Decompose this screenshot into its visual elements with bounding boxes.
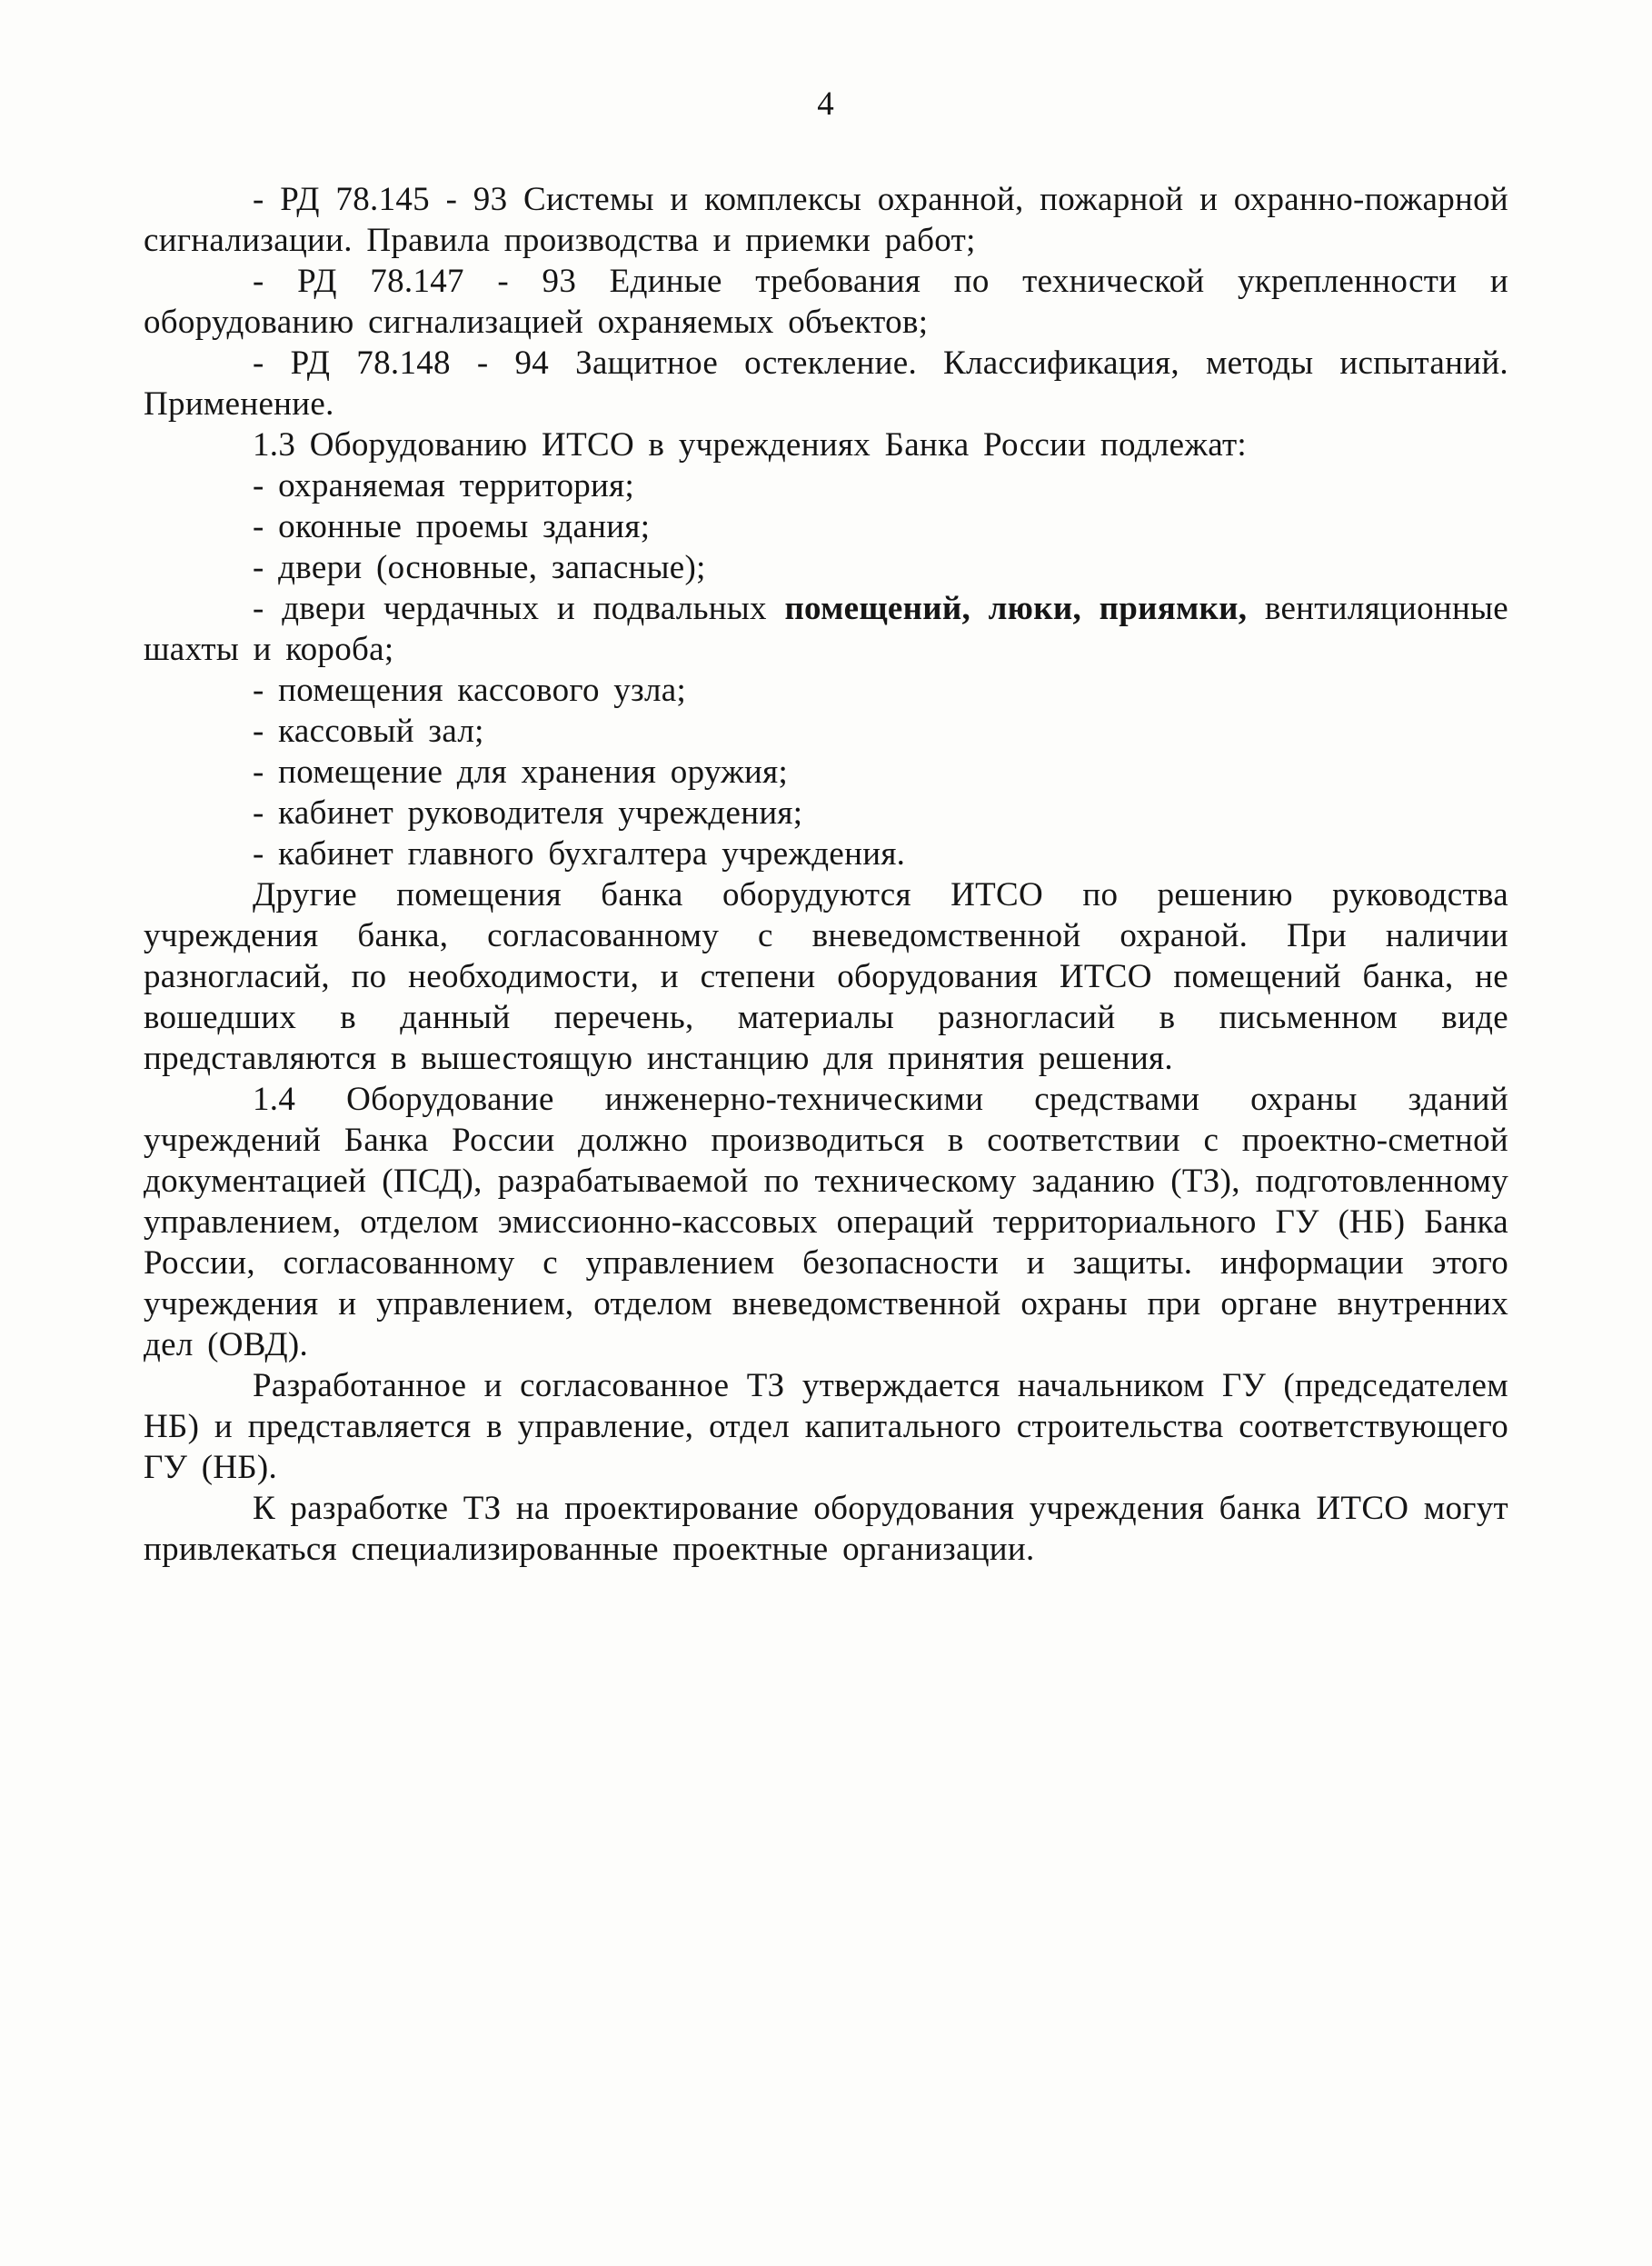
paragraph-segment: - двери чердачных и подвальных (253, 590, 785, 627)
page-number: 4 (817, 85, 835, 123)
paragraph: Разработанное и согласованное ТЗ утверждается начальником ГУ (председателем НБ) и представляется в управление, отдел капитального строительства соответствующего ГУ (НБ). (144, 1367, 1508, 1486)
paragraph: - кассовый зал; (253, 713, 484, 750)
paragraph: - кабинет руководителя учреждения; (253, 794, 803, 832)
paragraph (144, 588, 1508, 670)
paragraph: - РД 78.148 - 94 Защитное остекление. Классификация, методы испытаний. Применение. (144, 344, 1508, 423)
paragraph: - оконные проемы здания; (253, 508, 651, 545)
paragraph: 1.3 Оборудованию ИТСО в учреждениях Банка России подлежат: (253, 426, 1248, 464)
paragraph: К разработке ТЗ на проектирование оборудования учреждения банка ИТСО могут привлекаться специализированные проектные организации. (144, 1490, 1508, 1568)
paragraph: - помещения кассового узла; (253, 672, 687, 709)
paragraph: - охраняемая территория; (253, 467, 635, 504)
paragraph: 1.4 Оборудование инженерно-техническими средствами охраны зданий учреждений Банка России должно производиться в соответствии с проектно-сметной документацией (ПСД), разрабатываемой по техническому заданию (ТЗ), подготовленному управлением, отделом эмиссионно-кассовых операций территориального ГУ (НБ) Банка России, согласованному с управлением безопасности и защиты. информации этого учреждения и управлением, отделом вневедомственной охраны при органе внутренних дел (ОВД). (144, 1081, 1508, 1363)
paragraph: - двери (основные, запасные); (253, 549, 706, 586)
paragraph: - кабинет главного бухгалтера учреждения. (253, 835, 906, 873)
paragraph: Другие помещения банка оборудуются ИТСО по решению руководства учреждения банка, согласованному с вневедомственной охраной. При наличии разногласий, по необходимости, и степени оборудования ИТСО помещений банка, не вошедших в данный перечень, материалы разногласий в письменном виде представляются в вышестоящую инстанцию для принятия решения. (144, 876, 1508, 1077)
paragraph: - РД 78.147 - 93 Единые требования по технической укрепленности и оборудованию сигнализацией охраняемых объектов; (144, 263, 1508, 341)
document-body (144, 179, 1508, 1570)
paragraph-segment: вентиляционные шахты и короба; (144, 590, 1509, 668)
paragraph: - помещение для хранения оружия; (253, 754, 789, 791)
paragraph-bold-segment: помещений, люки, приямки, (784, 590, 1248, 627)
paragraph: - РД 78.145 - 93 Системы и комплексы охранной, пожарной и охранно-пожарной сигнализации. Правила производства и приемки работ; (144, 181, 1508, 259)
